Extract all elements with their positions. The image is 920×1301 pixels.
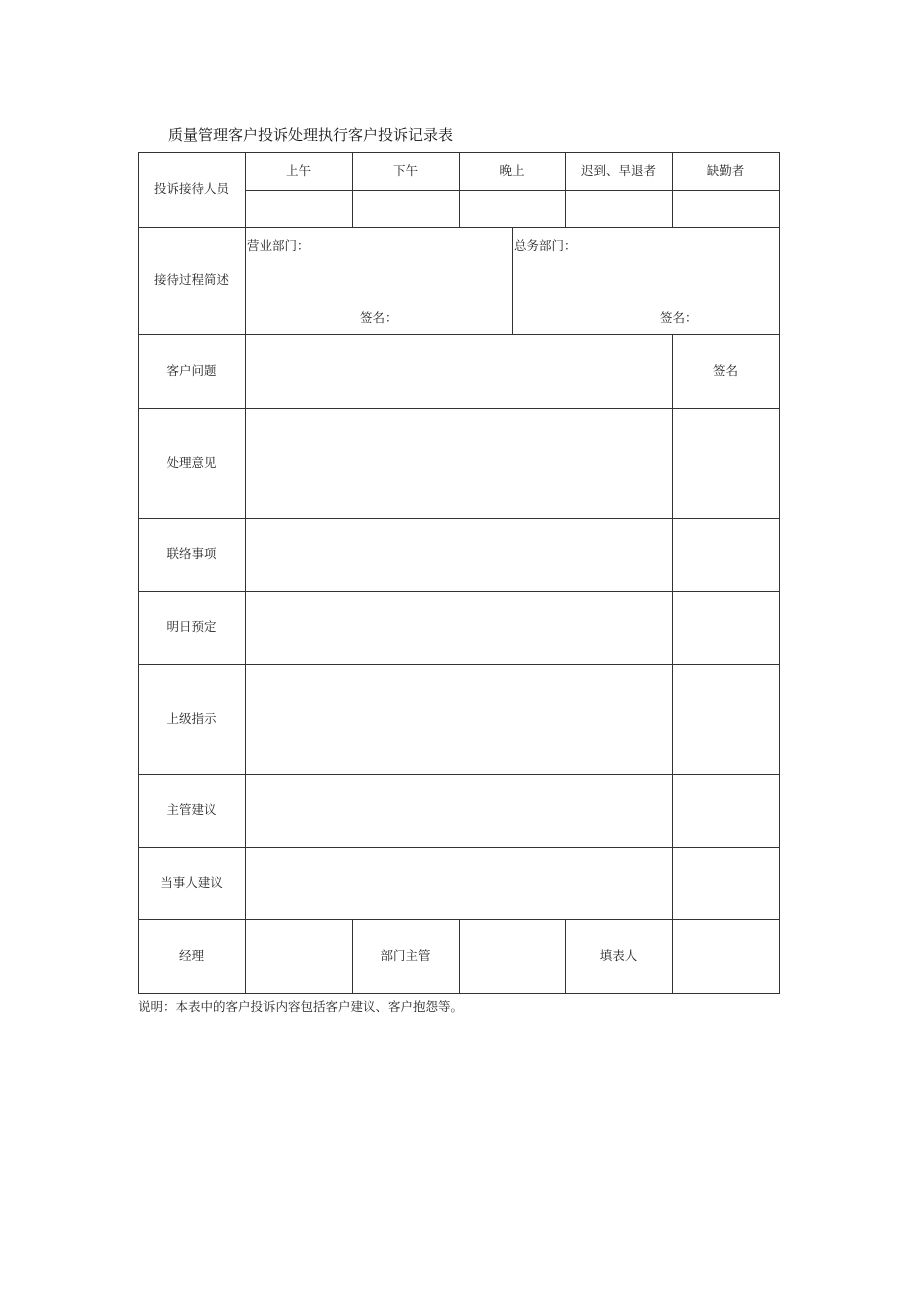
supervisor-advice-sign-input[interactable] [673, 775, 779, 847]
shift-morning-label: 上午 [285, 162, 311, 178]
shift-absent-cell [672, 152, 779, 190]
general-sign-label: 签名： [660, 310, 698, 325]
superior-input[interactable] [246, 665, 672, 774]
process-cell [138, 227, 245, 334]
supervisor-advice-cell [138, 774, 245, 847]
shift-absent-input[interactable] [673, 191, 779, 227]
customer-issue-label: 客户问题 [166, 362, 217, 378]
handling-input[interactable] [246, 409, 672, 518]
shift-absent-label: 缺勤者 [706, 162, 745, 178]
supervisor-advice-label: 主管建议 [166, 802, 217, 818]
shift-evening-label: 晚上 [499, 162, 525, 178]
form-note: 说明：本表中的客户投诉内容包括客户建议、客户抱怨等。 [138, 999, 464, 1014]
party-advice-sign-input[interactable] [673, 848, 779, 919]
shift-late-label: 迟到、早退者 [580, 162, 656, 178]
staff-cell [138, 152, 245, 227]
border-right [779, 152, 780, 994]
manager-input[interactable] [246, 920, 352, 993]
page-title: 质量管理客户投诉处理执行客户投诉记录表 [168, 126, 454, 144]
tomorrow-cell [138, 591, 245, 664]
shift-evening-input[interactable] [460, 191, 565, 227]
dept-head-cell [352, 919, 459, 993]
filler-cell [565, 919, 672, 993]
general-dept-label: 总务部门： [514, 238, 577, 253]
party-advice-input[interactable] [246, 848, 672, 919]
liaison-sign-input[interactable] [673, 519, 779, 591]
shift-late-input[interactable] [566, 191, 672, 227]
handling-sign-input[interactable] [673, 409, 779, 518]
filler-input[interactable] [673, 920, 779, 993]
superior-cell [138, 664, 245, 774]
party-advice-label: 当事人建议 [160, 874, 223, 890]
shift-evening-cell [459, 152, 565, 190]
dept-head-input[interactable] [460, 920, 565, 993]
shift-afternoon-input[interactable] [353, 191, 459, 227]
shift-morning-cell [245, 152, 352, 190]
staff-label: 投诉接待人员 [153, 181, 229, 197]
handling-label: 处理意见 [166, 454, 217, 470]
filler-label: 填表人 [599, 947, 638, 963]
shift-morning-input[interactable] [246, 191, 352, 227]
superior-label: 上级指示 [166, 710, 217, 726]
process-label: 接待过程简述 [153, 272, 229, 288]
manager-label: 经理 [178, 947, 204, 963]
sign-header-label: 签名 [712, 362, 738, 378]
party-advice-cell [138, 847, 245, 919]
manager-cell [138, 919, 245, 993]
sales-sign-label: 签名： [360, 310, 398, 325]
handling-cell [138, 408, 245, 518]
liaison-label: 联络事项 [166, 546, 217, 562]
sign-header-cell [672, 334, 779, 408]
dept-head-label: 部门主管 [380, 947, 431, 963]
customer-issue-input[interactable] [246, 335, 672, 408]
shift-afternoon-label: 下午 [392, 162, 418, 178]
customer-issue-cell [138, 334, 245, 408]
shift-late-cell [565, 152, 672, 190]
tomorrow-sign-input[interactable] [673, 592, 779, 664]
tomorrow-label: 明日预定 [166, 619, 217, 635]
liaison-cell [138, 518, 245, 591]
superior-sign-input[interactable] [673, 665, 779, 774]
liaison-input[interactable] [246, 519, 672, 591]
complaint-record-form [138, 152, 780, 994]
tomorrow-input[interactable] [246, 592, 672, 664]
sales-dept-label: 营业部门： [247, 238, 310, 253]
shift-afternoon-cell [352, 152, 459, 190]
supervisor-advice-input[interactable] [246, 775, 672, 847]
